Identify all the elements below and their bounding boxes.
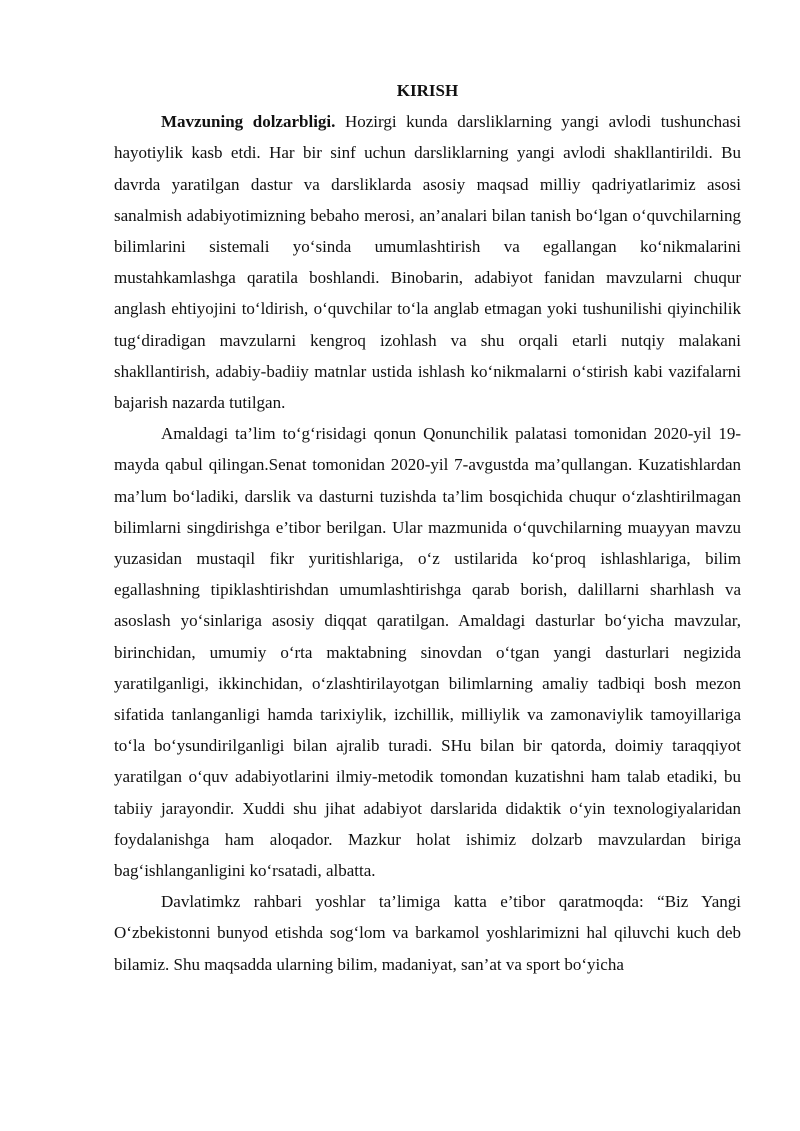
relevance-lead-punct: . [331,112,336,132]
relevance-lead-label: Mavzuning dolzarbligi [161,112,332,132]
paragraph-relevance [114,106,741,418]
relevance-text: Hozirgi kunda darsliklarning yangi avlodi tushunchasi hayotiylik kasb etdi. Har bir sinf uchun darsliklarning yangi avlodi shakllantirildi. Bu davrda yaratilgan dastur va darsliklarda asosiy maqsad milliy qadriyatlarimiz asosi sanalmish adabiyotimizning bebaho merosi, an’analari bilan tanish bo‘lgan o‘quvchilarning bilimlarini sistemali yo‘sinda umumlashtirish va egallangan ko‘nikmalarini mustahkamlashga qaratila boshlandi. Binobarin, adabiyot fanidan mavzularni chuqur anglash ehtiyojini to‘ldirish, o‘quvchilar to‘la anglab etmagan yoki tushunilishi qiyinchilik tug‘diradigan mavzularni kengroq izohlash va shu orqali etarli nutqiy malakani shakllantirish, adabiy-badiiy matnlar ustida ishlash ko‘nikmalarni o‘stirish kabi vazifalarni bajarish nazarda tutilgan. [114,112,741,413]
paragraph-education-law: Amaldagi ta’lim to‘g‘risidagi qonun Qonunchilik palatasi tomonidan 2020-yil 19-mayda qabul qilingan.Senat tomonidan 2020-yil 7-avgustda ma’qullangan. Kuzatishlardan ma’lum bo‘ladiki, darslik va dasturni tuzishda ta’lim bosqichida chuqur o‘zlashtirilmagan bilimlarni singdirishga e’tibor berilgan. Ular mazmunida o‘quvchilarning muayyan mavzu yuzasidan mustaqil fikr yuritishlariga, o‘z ustilarida ko‘proq ishlashlariga, bilim egallashning tipiklashtirishdan umumlashtirishga qarab borish, dalillarni sharhlash va asoslash yo‘sinlariga asosiy diqqat qaratilgan. Amaldagi dasturlar bo‘yicha mavzular, birinchidan, umumiy o‘rta maktabning sinovdan o‘tgan yangi dasturlari negizida yaratilganligi, ikkinchidan, o‘zlashtirilayotgan bilimlarning amaliy tadbiqi bosh mezon sifatida tanlanganligi hamda tarixiylik, izchillik, milliylik va zamonaviylik tamoyillariga to‘la bo‘ysundirilganligi bilan ajralib turadi. SHu bilan bir qatorda, doimiy taraqqiyot yaratilgan o‘quv adabiyotlarini ilmiy-metodik tomondan kuzatishni ham talab etadiki, bu tabiiy jarayondir. Xuddi shu jihat adabiyot darslarida didaktik o‘yin texnologiyalaridan foydalanishga ham aloqador. Mazkur holat ishimiz dolzarb mavzulardan biriga bag‘ishlanganligini ko‘rsatadi, albatta. [114,424,741,881]
document-body [114,75,741,980]
section-title: KIRISH [396,81,459,100]
paragraph-youth-policy: Davlatimkz rahbari yoshlar ta’limiga katta e’tibor qaratmoqda: “Biz Yangi O‘zbekistonni bunyod etishda sog‘lom va barkamol yoshlarimizni hal qiluvchi kuch deb bilamiz. Shu maqsadda ularning bilim, madaniyat, san’at va sport bo‘yicha [114,892,741,974]
